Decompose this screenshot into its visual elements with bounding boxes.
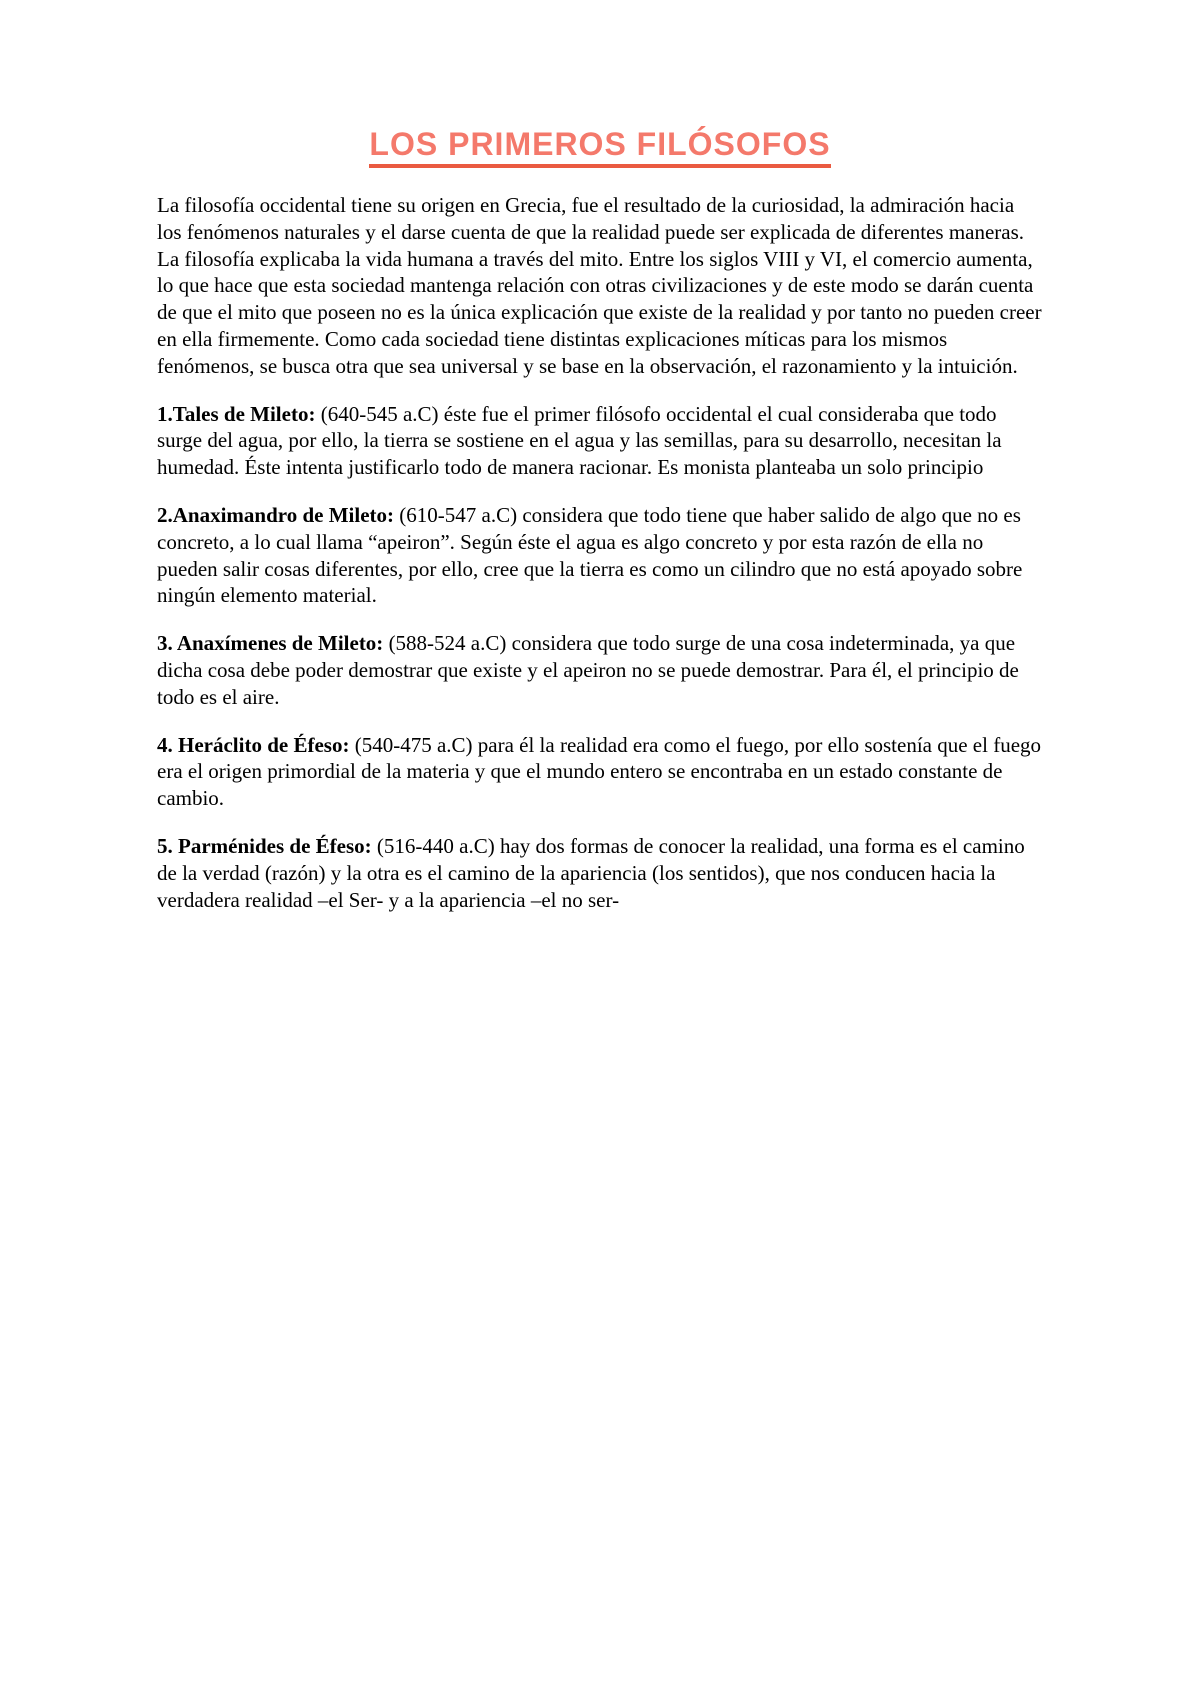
philosopher-description: (516-440 a.C) hay dos formas de conocer la realidad, una forma es el camino de la verdad (razón) y la otra es el camino de la apariencia (los sentidos), que nos conducen hacia la verdadera realidad –el Ser- y a la apariencia –el no ser-: [157, 833, 1025, 912]
page-title-text: LOS PRIMEROS FILÓSOFOS: [369, 126, 830, 168]
philosopher-description: (540-475 a.C) para él la realidad era como el fuego, por ello sostenía que el fuego era el origen primordial de la materia y que el mundo entero se encontraba en un estado constante de cambio.: [157, 732, 1042, 811]
philosopher-description: (640-545 a.C) éste fue el primer filósofo occidental el cual consideraba que todo surge del agua, por ello, la tierra se sostiene en el agua y las semillas, para su desarrollo, necesitan la humedad. Éste intenta justificarlo todo de manera racionar. Es monista planteaba un solo principio: [157, 401, 1002, 480]
philosopher-description: (610-547 a.C) considera que todo tiene que haber salido de algo que no es concreto, a lo cual llama “apeiron”. Según éste el agua es algo concreto y por esta razón de ella no pueden salir cosas diferentes, por ello, cree que la tierra es como un cilindro que no está apoyado sobre ningún elemento material.: [157, 502, 1023, 608]
philosopher-paragraph-anaximenes: [157, 630, 1043, 710]
philosopher-paragraph-anaximandro: [157, 502, 1043, 609]
philosopher-paragraph-tales: [157, 401, 1043, 481]
philosopher-paragraph-parmenides: [157, 833, 1043, 913]
page-title: [157, 126, 1043, 168]
philosopher-name-label: 4. Heráclito de Éfeso:: [157, 732, 350, 757]
philosopher-name-label: 2.Anaximandro de Mileto:: [157, 502, 395, 527]
philosopher-name-label: 1.Tales de Mileto:: [157, 401, 316, 426]
intro-paragraph: La filosofía occidental tiene su origen en Grecia, fue el resultado de la curiosidad, la admiración hacia los fenómenos naturales y el darse cuenta de que la realidad puede ser explicada de diferentes maneras. La filosofía explicaba la vida humana a través del mito. Entre los siglos VIII y VI, el comercio aumenta, lo que hace que esta sociedad mantenga relación con otras civilizaciones y de este modo se darán cuenta de que el mito que poseen no es la única explicación que existe de la realidad y por tanto no pueden creer en ella firmemente. Como cada sociedad tiene distintas explicaciones míticas para los mismos fenómenos, se busca otra que sea universal y se base en la observación, el razonamiento y la intuición.: [157, 193, 1042, 378]
philosopher-paragraph-heraclito: [157, 732, 1043, 812]
philosopher-name-label: 3. Anaxímenes de Mileto:: [157, 631, 384, 656]
philosopher-name-label: 5. Parménides de Éfeso:: [157, 833, 372, 858]
philosopher-description: (588-524 a.C) considera que todo surge de una cosa indeterminada, ya que dicha cosa debe poder demostrar que existe y el apeiron no se puede demostrar. Para él, el principio de todo es el aire.: [157, 631, 1019, 709]
